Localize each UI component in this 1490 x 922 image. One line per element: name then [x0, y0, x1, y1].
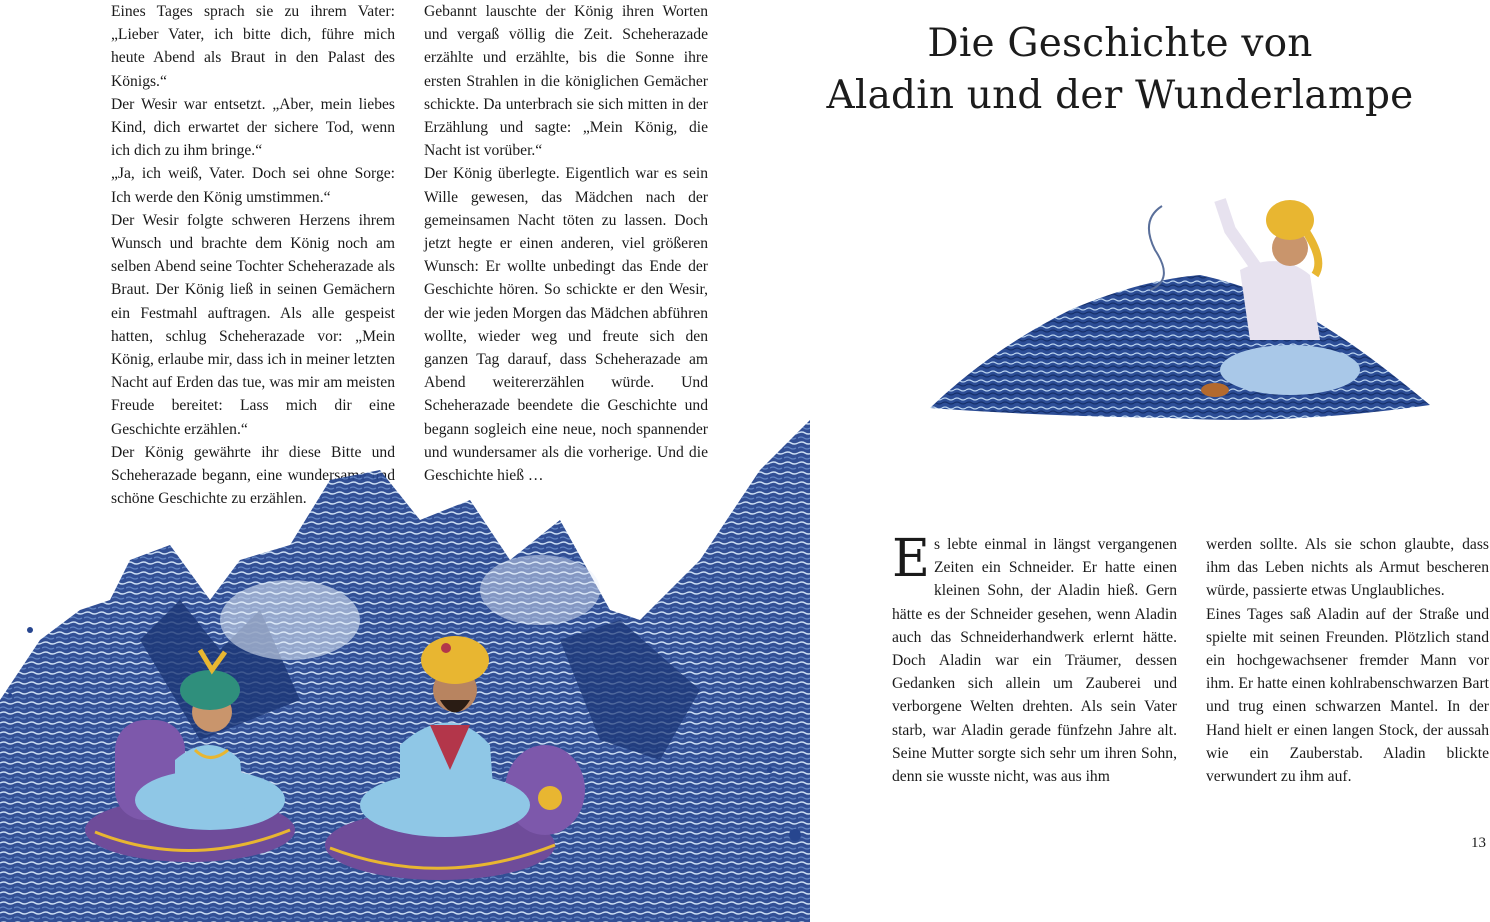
paragraph-text: s lebte einmal in längst vergangenen Zeiten ein Schneider. Er hatte einen kleinen Sohn, der Aladin hieß. Gern hätte es der Schneider gesehen, wenn Aladin auch das Schneiderhandwerk erlernt hätte. Doch Aladin war ein Träumer, dessen Gedanken sich allein um Zauberei und verborgene Welten drehten. Als sein Vater starb, war Aladin gerade fünfzehn Jahre alt. Seine Mutter sorgte sich sehr um ihren Sohn, denn sie wusste nicht, was aus ihm — [892, 536, 1177, 786]
paragraph: Der Wesir folgte schweren Herzens ihrem Wunsch und brachte dem König noch am selben Abend seine Tochter Scheherazade als Braut. Der König ließ in seinen Gemächern ein Festmahl auftragen. Als alle gespeist hatten, schlug Scheherazade vor: „Mein König, erlaube mir, dass ich in meiner letzten Nacht auf Erden das tue, was mir am meisten Freude bereitet: Lass mich dir eine Geschichte erzählen.“ — [111, 211, 395, 438]
story-title-line-2: Aladin und der Wunderlampe — [826, 73, 1414, 118]
scheherazade-turban — [180, 670, 240, 710]
paragraph: Der König gewährte ihr diese Bitte und Scheherazade begann, eine wundersame und schöne Geschichte zu erzählen. — [111, 443, 395, 508]
paragraph: werden sollte. Als sie schon glaubte, dass ihm das Leben nichts als Armut bescheren würde, passierte etwas Unglaubliches. — [1206, 536, 1489, 600]
right-column-2 — [1206, 533, 1489, 788]
page-number: 13 — [1471, 835, 1486, 851]
carpet — [930, 275, 1430, 420]
right-column-1 — [892, 529, 1177, 788]
right-page — [810, 0, 1490, 922]
paragraph: „Ja, ich weiß, Vater. Doch sei ohne Sorge: Ich werde den König umstimmen.“ — [111, 165, 395, 206]
paragraph: Der König überlegte. Eigentlich war es sein Wille gewesen, das Mädchen nach der gemeinsamen Nacht töten zu lassen. Doch jetzt hegte er einen anderen, viel größeren Wunsch: Er wollte unbedingt das Ende der Geschichte hören. So schickte er den Wesir, der wie jeden Morgen das Mädchen abführen wollte, wieder weg und freute sich den ganzen Tag darauf, dass Scheherazade am Abend weitererzählen würde. Und Scheherazade beendete die Geschichte und begann sogleich eine neue, noch spannender und wundersamer als die vorherige. Und die Geschichte hieß … — [424, 165, 708, 485]
paragraph — [892, 529, 1177, 788]
drop-cap: E — [892, 529, 930, 589]
paragraph: Eines Tages saß Aladin auf der Straße und spielte mit seinen Freunden. Plötzlich stand ein hochgewachsener fremder Mann vor ihm. Er hatte einen kohlrabenschwarzen Bart und trug einen schwarzen Mantel. In der Hand hielt er einen langen Stock, der aussah wie ein Zauberstab. Aladin blickte verwundert zu ihm auf. — [1206, 605, 1489, 786]
paragraph: Gebannt lauschte der König ihren Worten und vergaß völlig die Zeit. Scheherazade erzählte und erzählte, bis die Sonne ihre ersten Strahlen in die königlichen Gemächer schickte. Da unterbrach sie sich mitten in der Erzählung und sagte: „Mein König, die Nacht ist vorüber.“ — [424, 3, 708, 160]
story-title-line-1: Die Geschichte von — [927, 21, 1313, 66]
paragraph: Der Wesir war entsetzt. „Aber, mein liebes Kind, dich erwartet der sichere Tod, wenn ich dich zu ihm bringe.“ — [111, 95, 395, 160]
paragraph: Eines Tages sprach sie zu ihrem Vater: „Lieber Vater, ich bitte dich, führe mich heute Abend als Braut in den Palast des Königs.“ — [111, 3, 395, 90]
tailor-illustration — [810, 180, 1490, 440]
king-turban — [421, 636, 489, 684]
